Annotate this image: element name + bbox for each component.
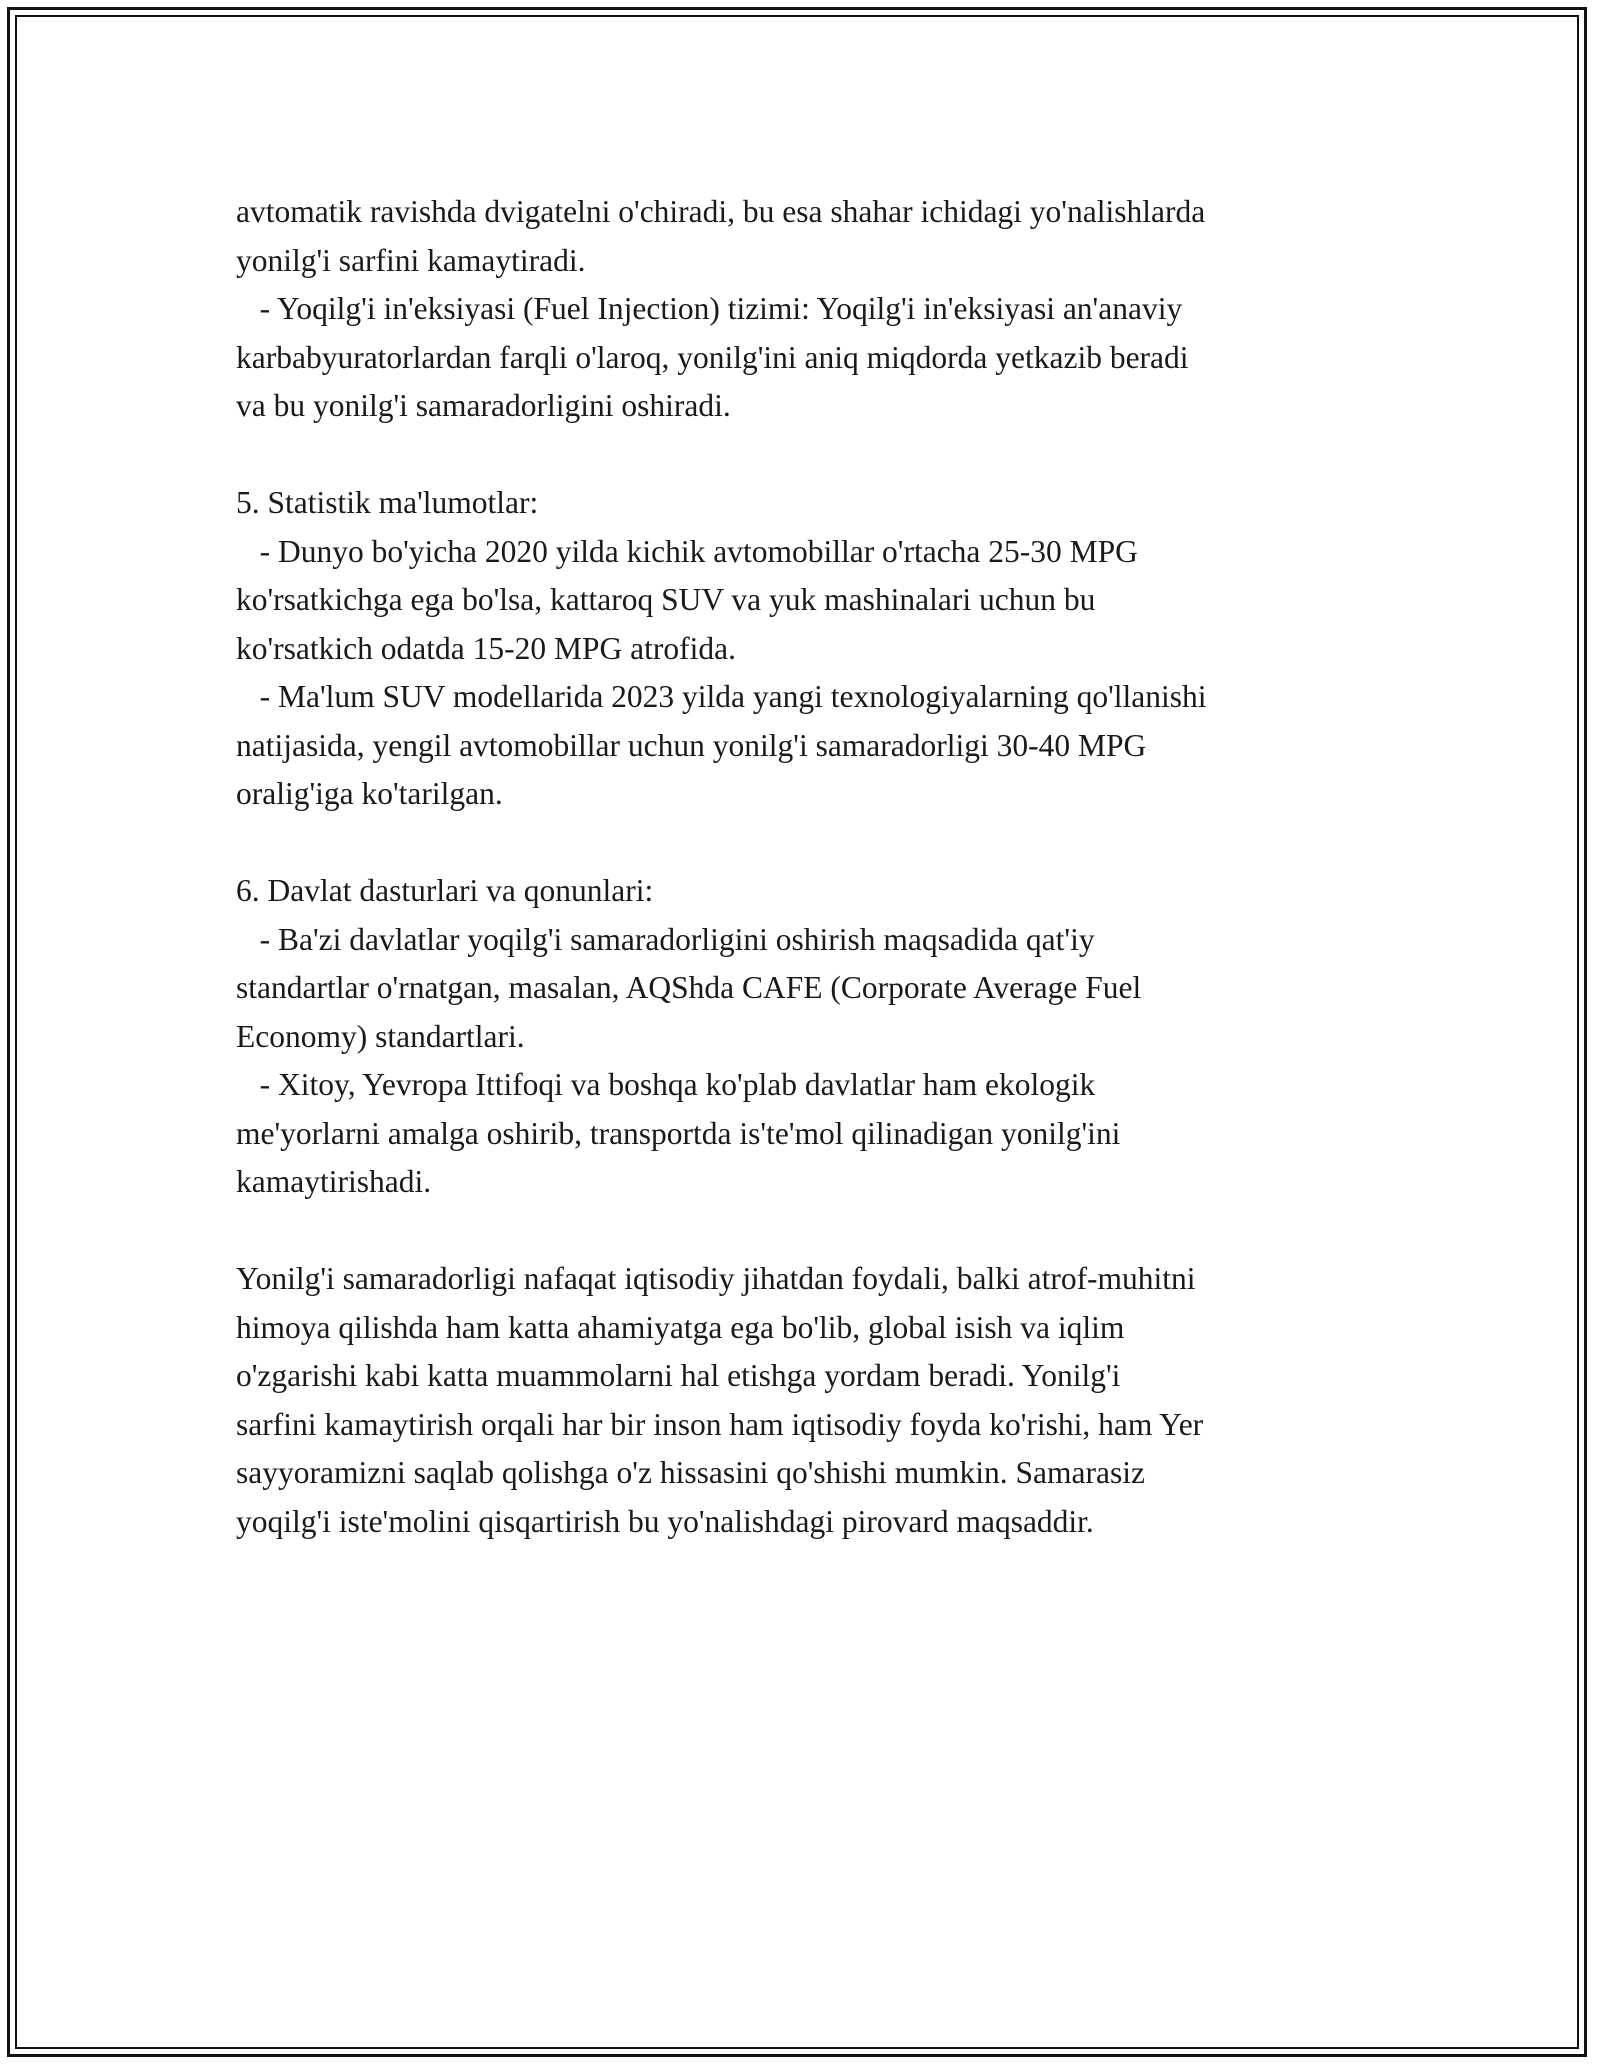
text-line: o'zgarishi kabi katta muammolarni hal etishga yordam beradi. Yonilg'i xyxy=(236,1358,1121,1393)
text-line: me'yorlarni amalga oshirib, transportda is'te'mol qilinadigan yonilg'ini xyxy=(236,1115,1121,1151)
text-line: - Ma'lum SUV modellarida 2023 yilda yangi texnologiyalarning qo'llanishi xyxy=(236,679,1207,714)
document-body xyxy=(236,188,1386,1546)
text-line: ko'rsatkichga ega bo'lsa, kattaroq SUV va yuk mashinalari uchun bu xyxy=(236,582,1096,617)
text-line: - Ba'zi davlatlar yoqilg'i samaradorligini oshirish maqsadida qat'iy xyxy=(236,921,1095,957)
text-line: standartlar o'rnatgan, masalan, AQShda CAFE (Corporate Average Fuel xyxy=(236,970,1142,1005)
text-line: - Xitoy, Yevropa Ittifoqi va boshqa ko'plab davlatlar ham ekologik xyxy=(236,1067,1096,1102)
text-line: va bu yonilg'i samaradorligini oshiradi. xyxy=(236,388,731,423)
text-line: Yonilg'i samaradorligi nafaqat iqtisodiy jihatdan foydali, balki atrof-muhitni xyxy=(236,1261,1196,1296)
text-line: himoya qilishda ham katta ahamiyatga ega bo'lib, global isish va iqlim xyxy=(236,1309,1125,1345)
paragraph-gap xyxy=(236,819,1386,868)
text-line: - Dunyo bo'yicha 2020 yilda kichik avtomobillar o'rtacha 25-30 MPG xyxy=(236,533,1138,569)
text-line: yonilg'i sarfini kamaytiradi. xyxy=(236,242,586,278)
text-line: avtomatik ravishda dvigatelni o'chiradi, bu esa shahar ichidagi yo'nalishlarda xyxy=(236,194,1206,229)
text-line: sarfini kamaytirish orqali har bir inson ham iqtisodiy foyda ko'rishi, ham Yer xyxy=(236,1406,1204,1442)
text-line: kamaytirishadi. xyxy=(236,1164,432,1199)
text-line: sayyoramizni saqlab qolishga o'z hissasini qo'shishi mumkin. Samarasiz xyxy=(236,1455,1145,1490)
paragraph-gap xyxy=(236,1207,1386,1256)
text-line: oralig'iga ko'tarilgan. xyxy=(236,776,503,811)
text-line: ko'rsatkich odatda 15-20 MPG atrofida. xyxy=(236,630,736,666)
text-line: Economy) standartlari. xyxy=(236,1018,525,1054)
text-line: yoqilg'i iste'molini qisqartirish bu yo'nalishdagi pirovard maqsaddir. xyxy=(236,1503,1094,1539)
paragraph-gap xyxy=(236,431,1386,480)
text-line: karbabyuratorlardan farqli o'laroq, yonilg'ini aniq miqdorda yetkazib beradi xyxy=(236,339,1189,375)
text-line: natijasida, yengil avtomobillar uchun yonilg'i samaradorligi 30-40 MPG xyxy=(236,727,1147,763)
section-heading: 5. Statistik ma'lumotlar: xyxy=(236,485,539,520)
section-heading: 6. Davlat dasturlari va qonunlari: xyxy=(236,873,654,908)
text-line: - Yoqilg'i in'eksiyasi (Fuel Injection) tizimi: Yoqilg'i in'eksiyasi an'anaviy xyxy=(236,291,1183,326)
